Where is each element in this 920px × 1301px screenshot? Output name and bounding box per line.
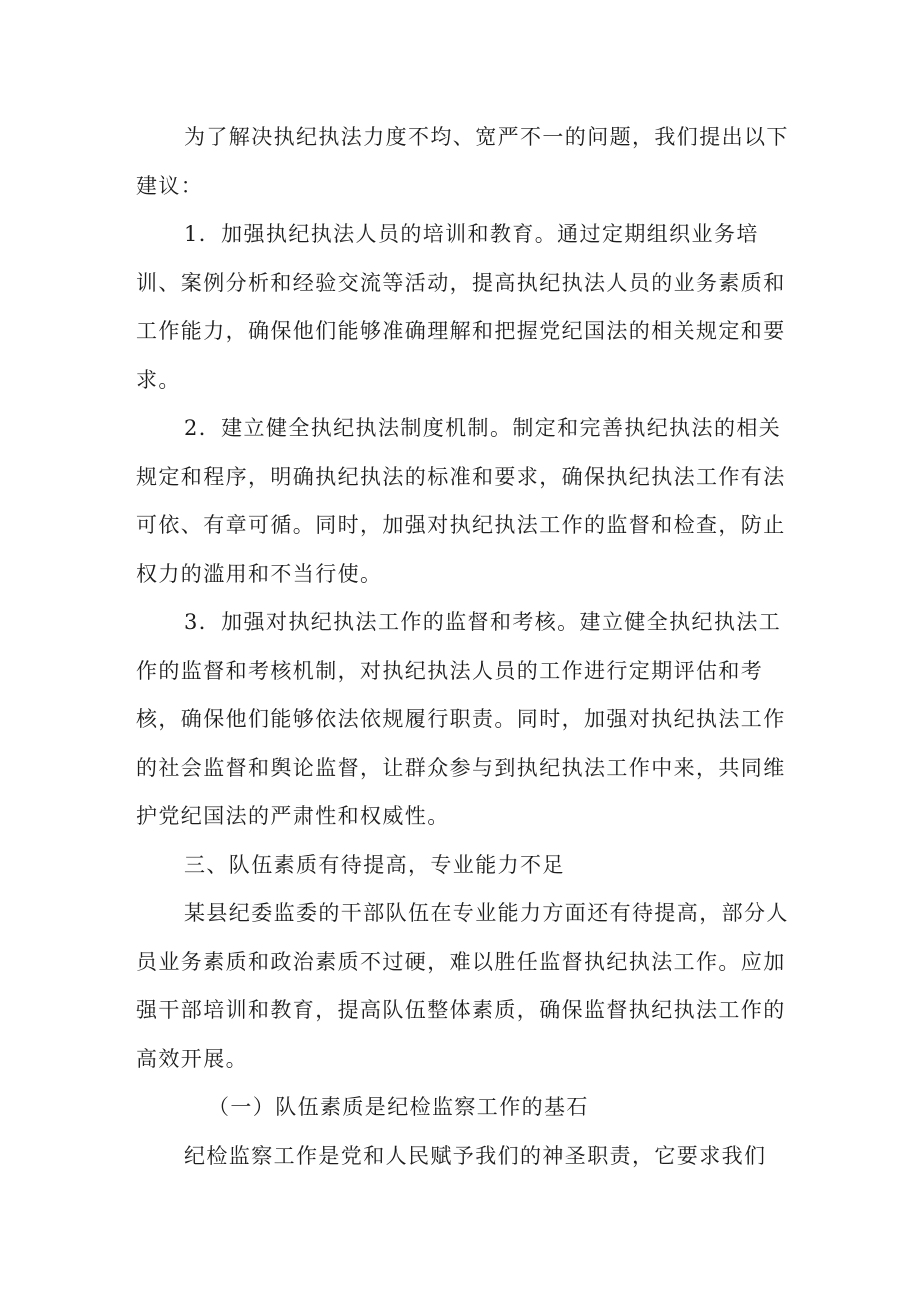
recommendation-2: 2．建立健全执纪执法制度机制。制定和完善执纪执法的相关规定和程序，明确执纪执法的标准和要求，确保执纪执法工作有法可依、有章可循。同时，加强对执纪执法工作的监督和检查，防止权力的滥用和不当行使。 (136, 416, 786, 586)
subsection-1-paragraph: 纪检监察工作是党和人民赋予我们的神圣职责，它要求我们 (184, 1143, 767, 1168)
subsection-heading-1: （一）队伍素质是纪检监察工作的基石 (208, 1095, 589, 1119)
section-heading-3: 三、队伍素质有待提高，专业能力不足 (184, 852, 565, 877)
document-body (136, 113, 796, 1180)
section-3-paragraph: 某县纪委监委的干部队伍在专业能力方面还有待提高，部分人员业务素质和政治素质不过硬，难以胜任监督执纪执法工作。应加强干部培训和教育，提高队伍整体素质，确保监督执纪执法工作的高效开展。 (136, 901, 789, 1071)
recommendation-3: 3．加强对执纪执法工作的监督和考核。建立健全执纪执法工作的监督和考核机制，对执纪执法人员的工作进行定期评估和考核，确保他们能够依法依规履行职责。同时，加强对执纪执法工作的社会监督和舆论监督，让群众参与到执纪执法工作中来，共同维护党纪国法的严肃性和权威性。 (136, 610, 786, 828)
recommendation-1: 1．加强执纪执法人员的培训和教育。通过定期组织业务培训、案例分析和经验交流等活动，提高执纪执法人员的业务素质和工作能力，确保他们能够准确理解和把握党纪国法的相关规定和要求。 (136, 222, 786, 392)
intro-paragraph: 为了解决执纪执法力度不均、宽严不一的问题，我们提出以下建议： (136, 125, 789, 198)
